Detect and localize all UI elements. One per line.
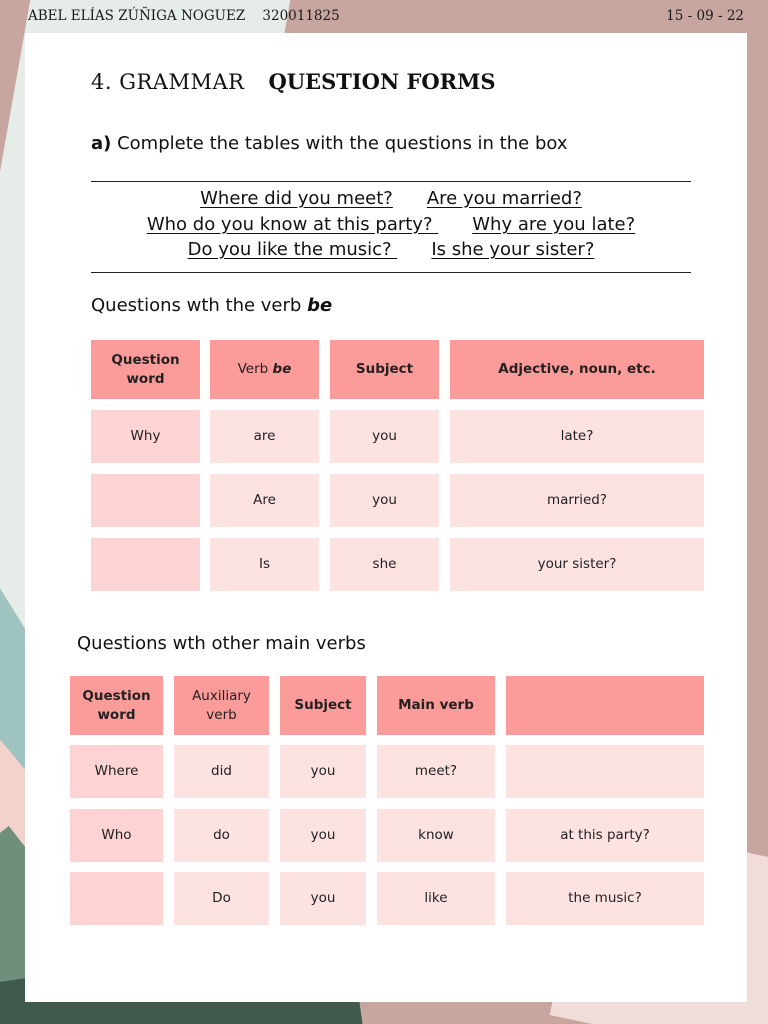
box-question: Where did you meet? (200, 188, 393, 209)
question-box-line (91, 188, 691, 209)
table-main-cell-empty[interactable] (70, 872, 163, 925)
table-be-cell: Why (91, 410, 200, 463)
table-main-cell: you (280, 872, 366, 925)
instruction-text: Complete the tables with the questions in the box (111, 133, 568, 154)
table-main-heading: Questions wth other main verbs (77, 633, 366, 654)
table-be-cell: your sister? (450, 538, 704, 591)
header-verb-emph: be (272, 361, 292, 378)
table-main-cell: at this party? (506, 809, 704, 862)
header-question-word: Question word (91, 340, 200, 399)
table-main-cell: Where (70, 745, 163, 798)
table-be-cell: she (330, 538, 439, 591)
worksheet-page (25, 33, 747, 1002)
instruction-letter: a) (91, 133, 112, 154)
table-main-cell: like (377, 872, 495, 925)
table-be-cell: married? (450, 474, 704, 527)
box-question: Is she your sister? (431, 239, 595, 260)
box-top-rule (91, 181, 691, 182)
box-question: Why are you late? (472, 214, 636, 235)
page-header (0, 0, 768, 32)
header-auxiliary-verb: Auxiliary verb (174, 676, 269, 735)
question-box-line (91, 239, 691, 260)
table-main-cell: Do (174, 872, 269, 925)
table-be-cell: you (330, 410, 439, 463)
table-main-cell: do (174, 809, 269, 862)
table-main-cell: the music? (506, 872, 704, 925)
box-question: Are you married? (426, 188, 582, 209)
header-verb-be (210, 340, 319, 399)
table-main-cell: meet? (377, 745, 495, 798)
header-adjective-noun: Adjective, noun, etc. (450, 340, 704, 399)
table-main-cell: you (280, 745, 366, 798)
table-be-heading-verb: be (307, 295, 333, 316)
header-question-word: Question word (70, 676, 163, 735)
question-box-line (91, 214, 691, 235)
student-name: ABEL ELÍAS ZÚÑIGA NOGUEZ 320011825 (28, 8, 340, 24)
box-bottom-rule (91, 272, 691, 273)
box-question: Who do you know at this party? (146, 214, 439, 235)
table-be-cell-empty[interactable] (91, 474, 200, 527)
table-main-cell: know (377, 809, 495, 862)
header-blank (506, 676, 704, 735)
table-be-cell: you (330, 474, 439, 527)
instruction (91, 133, 567, 154)
header-main-verb: Main verb (377, 676, 495, 735)
header-verb-prefix: Verb (237, 361, 273, 378)
box-question: Do you like the music? (187, 239, 398, 260)
table-be-heading (91, 295, 332, 316)
table-be-cell: Are (210, 474, 319, 527)
table-be-cell: late? (450, 410, 704, 463)
table-main-cell: Who (70, 809, 163, 862)
table-be-cell-empty[interactable] (91, 538, 200, 591)
table-be-cell: are (210, 410, 319, 463)
topic-label: QUESTION FORMS (268, 69, 496, 94)
section-label: 4. GRAMMAR (91, 70, 245, 94)
header-subject: Subject (330, 340, 439, 399)
page-title (91, 69, 496, 94)
table-main-cell-empty[interactable] (506, 745, 704, 798)
table-main-cell: did (174, 745, 269, 798)
date-label: 15 - 09 - 22 (666, 8, 744, 24)
header-subject: Subject (280, 676, 366, 735)
table-main-cell: you (280, 809, 366, 862)
table-be-heading-text: Questions wth the verb (91, 295, 308, 316)
table-be-cell: Is (210, 538, 319, 591)
